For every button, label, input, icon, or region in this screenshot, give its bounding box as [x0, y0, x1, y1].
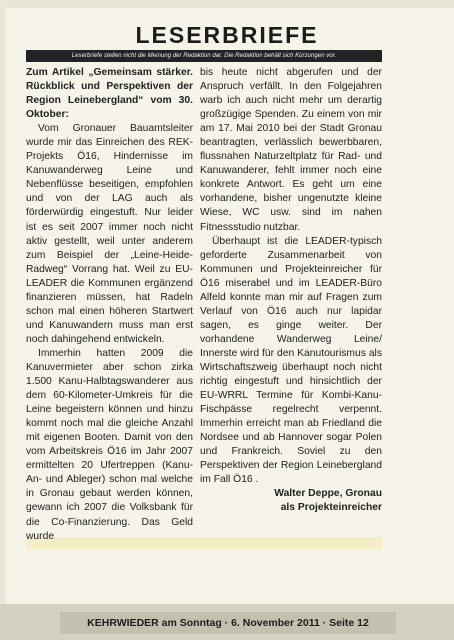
letter-paragraph-2b: bis heute nicht abgerufen und der Anspruch verfällt. In den Folgejahren warb ich auch nicht mehr um derartig großzügige Spenden. Zu einem von mir am 17. Mai 2010 bei der Stadt Gronau beantragten, verlässlich bewerbbaren, flussnahen Naturzeltplatz für Rad- und Kanuwanderer, fehlt immer noch eine konkrete Antwort. Es geht um eine vorhandene, bisher ungenutzte kleine Wiese, WC usw. sind im nahen Fitnessstudio nutzbar. [200, 67, 382, 233]
letter-heading: Zum Artikel „Gemeinsam stärker. Rückblick und Perspektiven der Region Leinebergland“ vom 30. Oktober: [26, 67, 193, 121]
scan-edge [0, 0, 454, 8]
letter-paragraph-3: Überhaupt ist die LEADER-typisch geforderte Zusammenarbeit von Kommunen und Projekteinreicher für Ö16 miserabel und im LEADER-Büro Alfeld konnte man mir auf Fragen zum Verlauf von Ö16 auch nur lapidar sagen, es ginge weiter. Der vorhandene Wanderweg Leine/ Innerste wird für den Kanutourismus als Wirtschaftszweig überhaupt noch nicht richtig eingestuft und hinsichtlich der EU-WRRL Termine für Kombi-Kanu-Fischpässe regelrecht verpennt. Immerhin erreicht man ab Friedland die Nordsee und ab Hannover sogar Polen und Frankreich. Soviel zu den Perspektiven der Region Leinebergland im Fall Ö16 . [200, 235, 382, 486]
section-title: LESERBRIEFE [135, 22, 319, 48]
letter-paragraph-1: Vom Gronauer Bauamtsleiter wurde mir das Einreichen des REK-Projekts Ö16, Hindernisse im Kanuwanderweg Leine und Nebenflüsse beseitigen, empfohlen und von der LAG auch als förderwürdig eingestuft. Nur leider ist es seit 2007 immer noch nicht aktiv gestellt, weil unter anderem zum Beispiel der „Leine-Heide-Radweg“ Vorrang hat. Weil zu EU-LEADER die Kommunen ergänzend finanzieren müssen, hat Radeln schon mal einen höheren Startwert und Kanuwandern muss man erst noch dahingehend entwickeln. [26, 123, 193, 345]
scan-edge-left [0, 0, 6, 640]
disclaimer-text: Leserbriefe stellen nicht die Meinung der Redaktion dar. Die Redaktion behält sich Kürzungen vor. [71, 52, 337, 59]
text-column-left [26, 66, 193, 544]
signature-role: als Projekteinreicher [280, 502, 382, 514]
letter-paragraph-2a: Immerhin hatten 2009 die Kanuvermieter aber schon zirka 1.500 Kanu-Halbtagswanderer aus dem 60-Kilometer-Umkreis für die Leine begeistern können und hinzu kommt noch mal die gleiche Anzahl mit eigenen Booten. Damit von den vom Arbeitskreis Ö16 im Jahr 2007 ermittelten 20 Ufertreppen (Kanu-An- und Ableger) schon mal welche in Gronau gebaut werden können, gewann ich 2007 die Volksbank für die Co-Finanzierung. Das Geld wurde [26, 347, 193, 542]
signature-name: Walter Deppe, Gronau [274, 488, 382, 500]
text-column-right [200, 66, 382, 516]
footer-publication-line: KEHRWIEDER am Sonntag · 6. November 2011 · Seite 12 [87, 617, 369, 629]
